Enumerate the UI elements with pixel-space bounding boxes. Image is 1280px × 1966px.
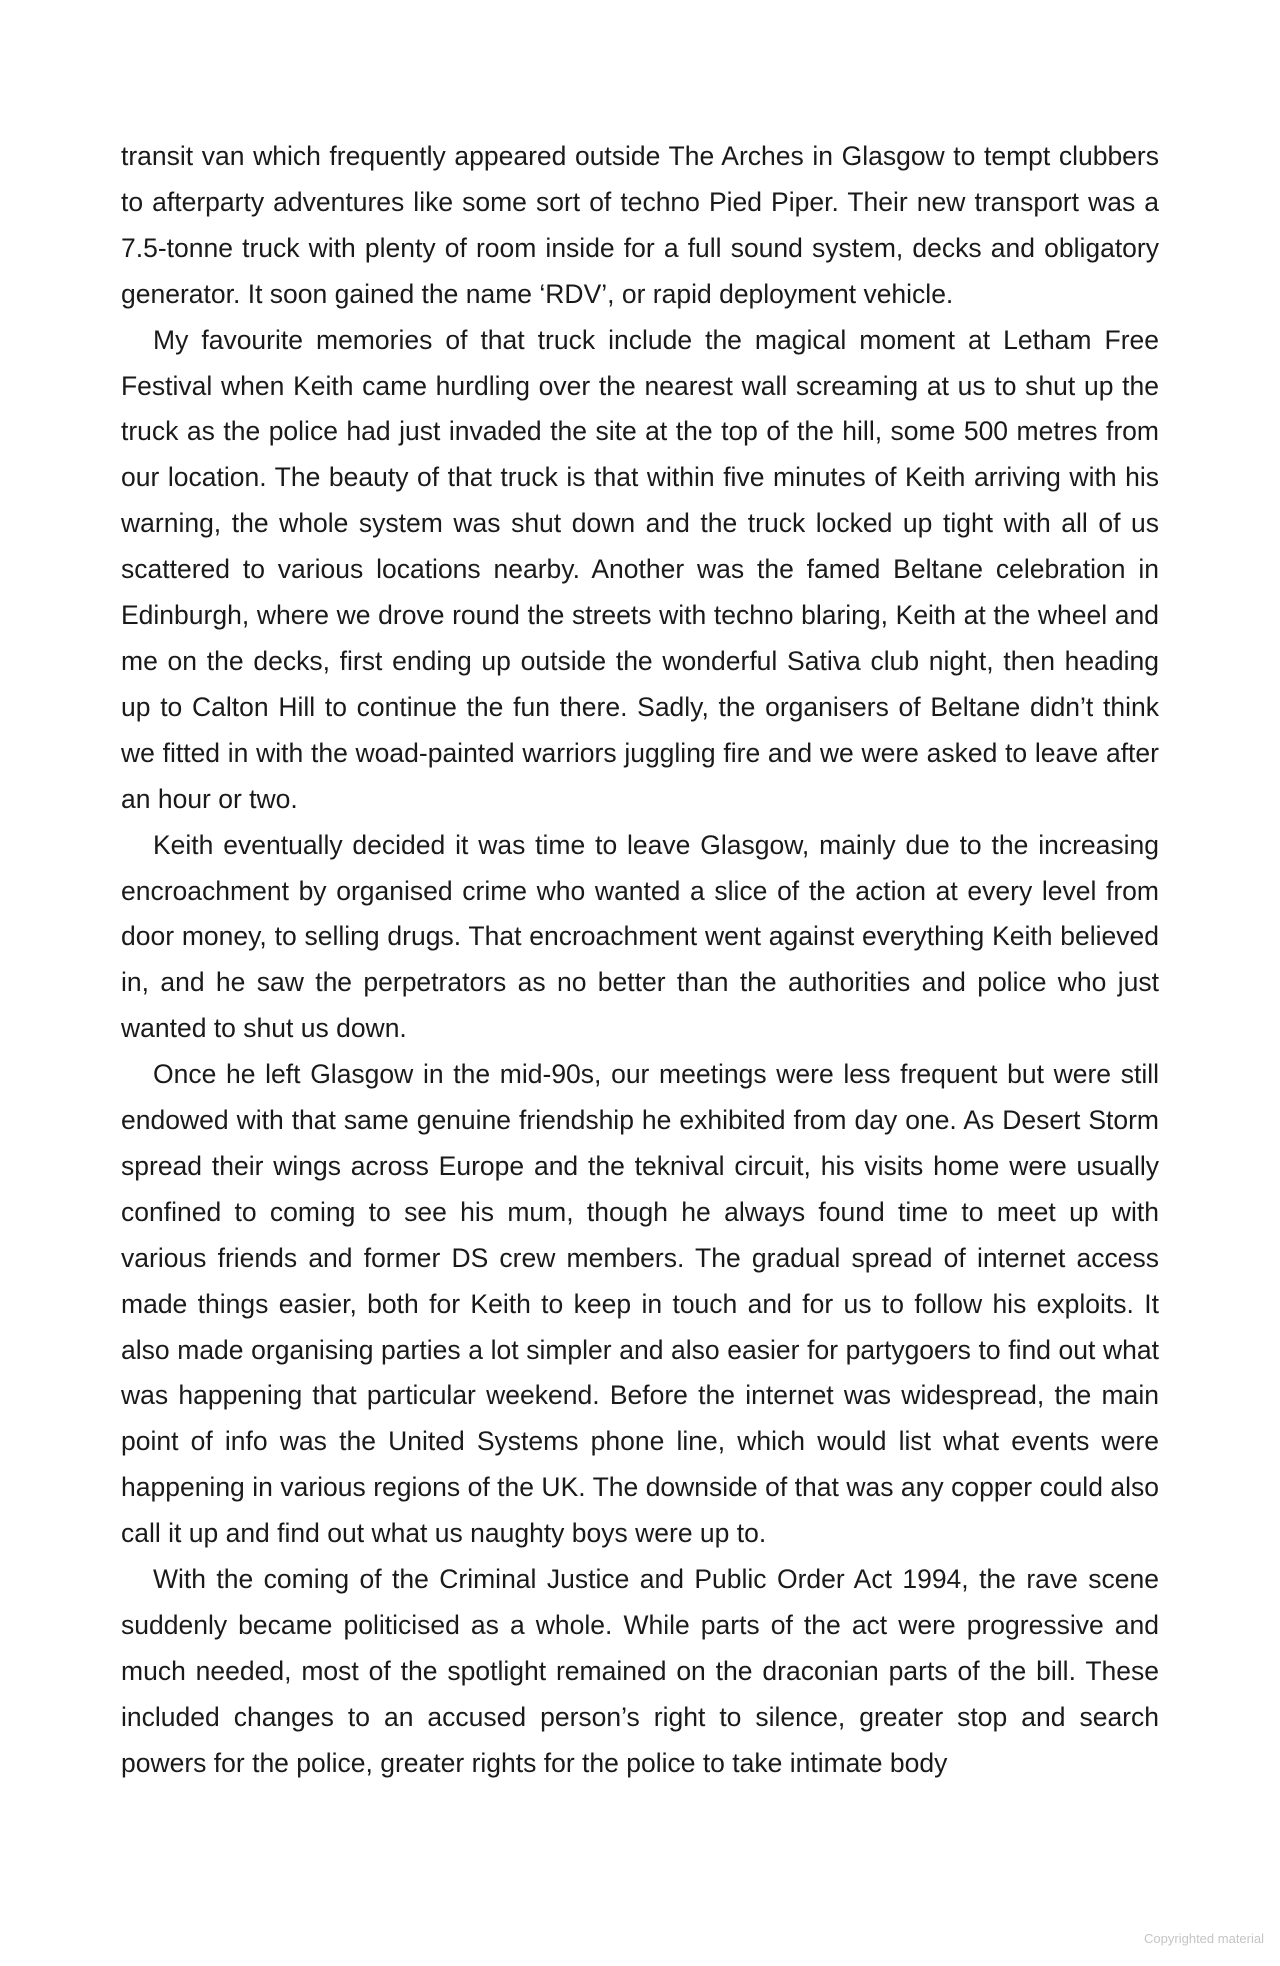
copyright-watermark: Copyrighted material [1144,1931,1264,1946]
paragraph-2: My favourite memories of that truck include the magical moment at Letham Free Festival when Keith came hurdling over the nearest wall screaming at us to shut up the truck as the police had just invaded the site at the top of the hill, some 500 metres from our location. The beauty of that truck is that within five minutes of Keith arriving with his warning, the whole system was shut down and the truck locked up tight with all of us scattered to various locations nearby. Another was the famed Beltane celebration in Edinburgh, where we drove round the streets with techno blaring, Keith at the wheel and me on the decks, first ending up outside the wonderful Sativa club night, then heading up to Calton Hill to continue the fun there. Sadly, the organisers of Beltane didn’t think we fitted in with the woad-painted warriors juggling fire and we were asked to leave after an hour or two. [121,324,1159,814]
paragraph-3: Keith eventually decided it was time to leave Glasgow, mainly due to the increasing encroachment by organised crime who wanted a slice of the action at every level from door money, to selling drugs. That encroachment went against everything Keith believed in, and he saw the perpetrators as no better than the authorities and police who just wanted to shut us down. [121,829,1159,1044]
paragraph-1: transit van which frequently appeared outside The Arches in Glasgow to tempt clubbers to afterparty adventures like some sort of techno Pied Piper. Their new transport was a 7.5-tonne truck with plenty of room inside for a full sound system, decks and obligatory generator. It soon gained the name ‘RDV’, or rapid deployment vehicle. [121,141,1159,309]
paragraph-5: With the coming of the Criminal Justice and Public Order Act 1994, the rave scene suddenly became politicised as a whole. While parts of the act were progressive and much needed, most of the spotlight remained on the draconian parts of the bill. These included changes to an accused person’s right to silence, greater stop and search powers for the police, greater rights for the police to take intimate body [121,1564,1159,1778]
paragraph-4: Once he left Glasgow in the mid-90s, our meetings were less frequent but were still endowed with that same genuine friendship he exhibited from day one. As Desert Storm spread their wings across Europe and the teknival circuit, his visits home were usually confined to coming to see his mum, though he always found time to meet up with various friends and former DS crew members. The gradual spread of internet access made things easier, both for Keith to keep in touch and for us to follow his exploits. It also made organising parties a lot simpler and also easier for partygoers to find out what was happening that particular weekend. Before the internet was widespread, the main point of info was the United Systems phone line, which would list what events were happening in various regions of the UK. The downside of that was any copper could also call it up and find out what us naughty boys were up to. [121,1059,1159,1549]
page-body [121,134,1159,1787]
